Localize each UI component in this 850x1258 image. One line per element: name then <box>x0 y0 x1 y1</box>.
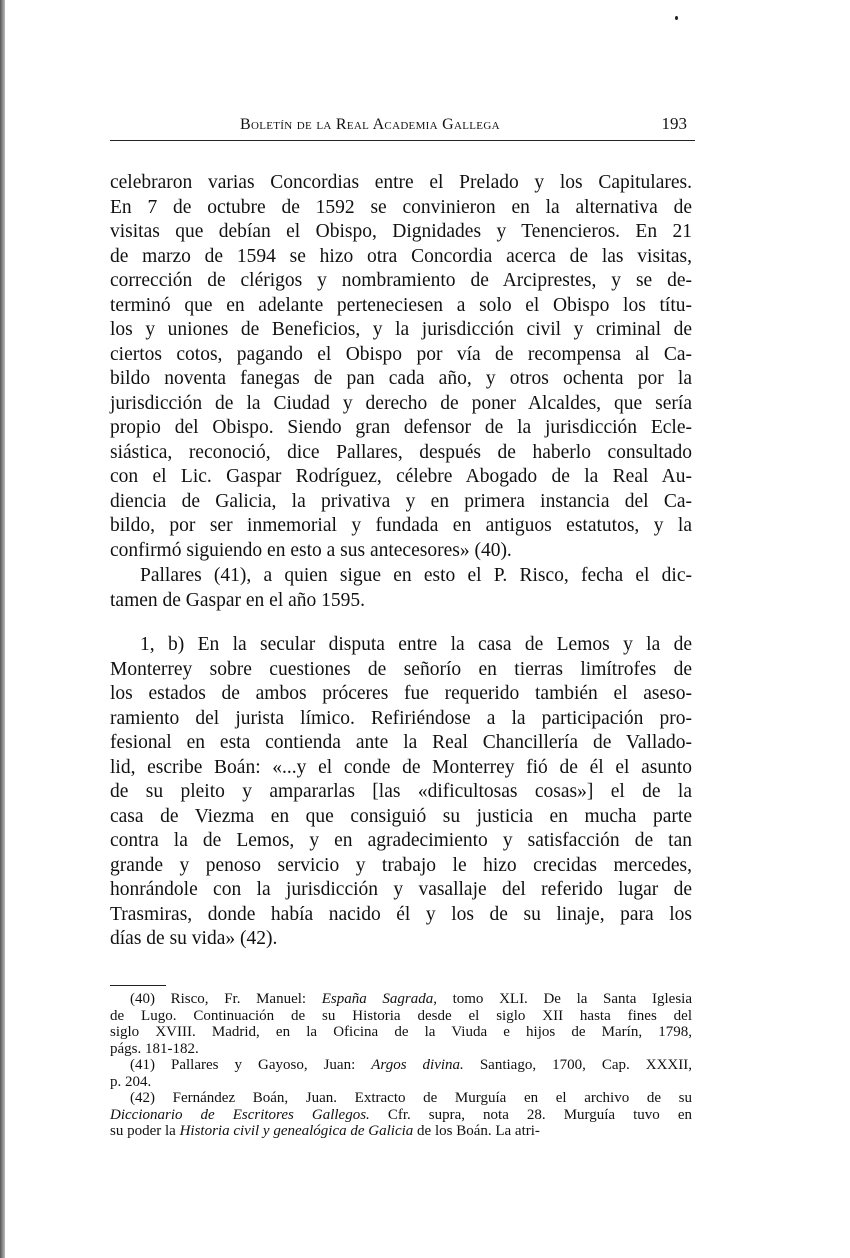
text-line: Monterrey sobre cuestiones de señorío en tierras limítrofes de <box>110 658 692 680</box>
text-line: confirmó siguiendo en esto a sus antecesores» (40). <box>110 539 512 561</box>
text-line: con el Lic. Gaspar Rodríguez, célebre Abogado de la Real Au- <box>110 466 692 487</box>
text-line: de marzo de 1594 se hizo otra Concordia acerca de las visitas, <box>110 245 692 267</box>
text-line: terminó que en adelante perteneciesen a solo el Obispo los títu- <box>110 294 692 316</box>
text-line: ramiento del jurista límico. Refiriéndose a la participación pro- <box>110 707 692 729</box>
text-line: jurisdicción de la Ciudad y derecho de poner Alcaldes, que sería <box>110 392 692 414</box>
page-header <box>110 114 695 140</box>
italic-title: Diccionario de Escritores Gallegos. <box>110 1106 370 1123</box>
text-line: Trasmiras, donde había nacido él y los de su linaje, para los <box>110 903 692 925</box>
text-line: de su pleito y ampararlas [las «dificultosas cosas»] el de la <box>110 781 692 802</box>
text-line: corrección de clérigos y nombramiento de Arciprestes, y se de- <box>110 270 692 291</box>
footnote-40 <box>110 991 692 1057</box>
text-line: diencia de Galicia, la privativa y en primera instancia del Ca- <box>110 490 692 512</box>
text-segment: , tomo XLI. De la Santa Iglesia <box>433 991 692 1007</box>
text-line: visitas que debían el Obispo, Dignidades y Tenencieros. En 21 <box>110 221 692 242</box>
text-line: los estados de ambos próceres fue requerido también el aseso- <box>110 683 692 704</box>
text-line: fesional en esta contienda ante la Real Chancillería de Vallado- <box>110 732 692 753</box>
text-segment: (41) Pallares y Gayoso, Juan: <box>130 1057 372 1073</box>
paragraph <box>110 564 692 613</box>
text-line: propio del Obispo. Siendo gran defensor de la jurisdicción Ecle- <box>110 417 692 438</box>
running-title: Boletín de la Real Academia Gallega <box>240 116 500 133</box>
text-line: celebraron varias Concordias entre el Prelado y los Capitulares. <box>110 172 692 193</box>
footnote-line <box>110 1107 692 1124</box>
footnote-line <box>110 1057 692 1074</box>
footnote-line <box>110 1074 692 1091</box>
footnote-line <box>110 1090 692 1107</box>
text-line: Pallares (41), a quien sigue en esto el P. Risco, fecha el dic- <box>140 565 692 586</box>
text-line: lid, escribe Boán: «...y el conde de Monterrey fió de él el asunto <box>110 756 692 778</box>
text-line: bildo, por ser inmemorial y fundada en antiguos estatutos, y la <box>110 515 692 536</box>
footnote-line <box>110 1041 692 1058</box>
scan-speck <box>675 16 678 20</box>
footnote-line <box>110 1123 692 1140</box>
text-segment: (40) Risco, Fr. Manuel: <box>130 991 322 1007</box>
paragraph <box>110 633 692 952</box>
text-segment: (42) Fernández Boán, Juan. Extracto de Murguía en el archivo de su <box>130 1090 692 1106</box>
text-segment: su poder la <box>110 1123 180 1139</box>
text-line: ciertos cotos, pagando el Obispo por vía de recompensa al Ca- <box>110 343 692 365</box>
text-line: honrándole con la jurisdicción y vasallaje del referido lugar de <box>110 879 692 900</box>
footnote-line <box>110 991 692 1008</box>
italic-title: Historia civil y genealógica de Galicia <box>179 1123 414 1139</box>
text-segment: de los Boán. La atri- <box>413 1123 540 1139</box>
text-line: los y uniones de Beneficios, y la jurisdicción civil y criminal de <box>110 319 692 340</box>
footnote-41 <box>110 1057 692 1090</box>
footnote-42 <box>110 1090 692 1140</box>
text-line: 1, b) En la secular disputa entre la casa de Lemos y la de <box>140 634 692 655</box>
text-segment: Cfr. supra, nota 28. Murguía tuvo en <box>369 1106 692 1123</box>
text-line: En 7 de octubre de 1592 se convinieron en la alternativa de <box>110 196 692 218</box>
text-line: bildo noventa fanegas de pan cada año, y otros ochenta por la <box>110 368 692 389</box>
text-segment: Santiago, 1700, Cap. XXXII, <box>463 1057 692 1073</box>
text-line: grande y penoso servicio y trabajo le hizo crecidas mercedes, <box>110 854 692 876</box>
footnote-rule <box>110 985 166 986</box>
text-segment: de Lugo. Continuación de su Historia desde el siglo XII hasta fines del <box>110 1007 692 1024</box>
text-line: casa de Viezma en que consiguió su justicia en mucha parte <box>110 805 692 827</box>
text-line: siástica, reconoció, dice Pallares, después de haberlo consultado <box>110 441 692 463</box>
text-segment: págs. 181-182. <box>110 1040 199 1057</box>
footnote-line <box>110 1008 692 1025</box>
text-line: tamen de Gaspar en el año 1595. <box>110 589 366 611</box>
text-segment: p. 204. <box>110 1073 152 1090</box>
scan-edge <box>0 0 5 1258</box>
italic-title: España Sagrada <box>321 991 434 1007</box>
italic-title: Argos divina. <box>371 1057 464 1073</box>
paragraph <box>110 171 692 563</box>
text-line: contra la de Lemos, y en agradecimiento y satisfacción de tan <box>110 830 692 851</box>
header-rule <box>110 140 695 141</box>
footnote-line <box>110 1024 692 1041</box>
text-line: días de su vida» (42). <box>110 928 278 949</box>
footnotes <box>110 991 692 1140</box>
text-segment: siglo XVIII. Madrid, en la Oficina de la Viuda e hijos de Marín, 1798, <box>110 1024 692 1040</box>
page-number: 193 <box>661 114 687 133</box>
